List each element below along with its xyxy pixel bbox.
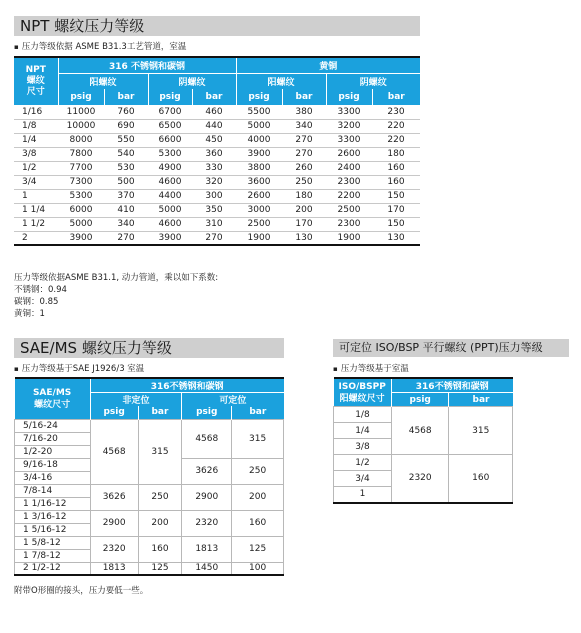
npt-value-cell: 130 [372,231,420,245]
sae-value-cell: 1813 [90,562,138,575]
unit-bar: bar [282,89,326,105]
npt-value-cell: 8000 [58,133,104,147]
npt-value-cell: 220 [372,133,420,147]
sae-size-cell: 1 1/16-12 [15,497,91,510]
npt-value-cell: 6500 [148,119,192,133]
npt-value-cell: 3600 [236,175,282,189]
npt-value-cell: 540 [104,147,148,161]
npt-value-cell: 1900 [236,231,282,245]
npt-table-row [14,147,420,161]
npt-value-cell: 330 [192,161,236,175]
sae-table [14,377,284,576]
npt-value-cell: 10000 [58,119,104,133]
iso-value-cell: 160 [449,455,513,503]
npt-table-row [14,217,420,231]
sae-value-cell: 160 [232,510,284,536]
sae-value-cell: 2320 [90,536,138,562]
sae-value-cell: 1813 [182,536,232,562]
npt-value-cell: 3900 [236,147,282,161]
npt-value-cell: 5300 [58,189,104,203]
unit-psig: psig [58,89,104,105]
npt-subtitle: ▪ 压力等级依据 ASME B31.3工艺管道，室温 [14,40,186,52]
npt-value-cell: 150 [372,217,420,231]
npt-value-cell: 160 [372,161,420,175]
npt-note-line: 不锈钢：0.94 [14,285,67,295]
npt-table-row [14,133,420,147]
sae-value-cell: 1450 [182,562,232,575]
npt-value-cell: 500 [104,175,148,189]
npt-table-row [14,105,420,119]
npt-value-cell: 2600 [326,147,372,161]
npt-size-cell: 1 1/2 [14,217,58,231]
sae-size-cell: 7/16-20 [15,432,91,445]
npt-value-cell: 340 [282,119,326,133]
npt-value-cell: 230 [372,105,420,119]
npt-value-cell: 3000 [236,203,282,217]
unit-psig: psig [236,89,282,105]
npt-note-line: 黄铜：1 [14,309,45,319]
npt-value-cell: 350 [192,203,236,217]
npt-value-cell: 2300 [326,217,372,231]
iso-size-cell: 1/8 [334,407,392,423]
iso-value-cell: 2320 [391,455,449,503]
sae-subtitle: ▪ 压力等级基于SAE J1926/3 室温 [14,362,144,374]
npt-size-cell: 2 [14,231,58,245]
npt-value-cell: 3300 [326,105,372,119]
npt-value-cell: 310 [192,217,236,231]
unit-psig: psig [90,406,138,419]
npt-size-cell: 1/8 [14,119,58,133]
sae-size-cell: 1 3/16-12 [15,510,91,523]
npt-steel-male: 阳螺纹 [58,73,148,89]
npt-value-cell: 4600 [148,175,192,189]
iso-value-cell: 4568 [391,407,449,455]
npt-group-steel: 316 不锈钢和碳钢 [58,57,236,73]
npt-value-cell: 300 [192,189,236,203]
npt-value-cell: 2500 [236,217,282,231]
sae-value-cell: 2900 [182,484,232,510]
npt-value-cell: 410 [104,203,148,217]
unit-bar: bar [449,393,513,407]
npt-value-cell: 1900 [326,231,372,245]
npt-value-cell: 260 [282,161,326,175]
sae-note: 附带O形圈的接头，压力要低一些。 [14,586,149,596]
npt-value-cell: 7700 [58,161,104,175]
sae-size-cell: 1/2-20 [15,445,91,458]
npt-size-cell: 1/2 [14,161,58,175]
npt-table-row [14,203,420,217]
npt-size-cell: 1/4 [14,133,58,147]
sae-value-cell: 315 [138,419,182,484]
npt-brass-male: 阳螺纹 [236,73,326,89]
unit-psig: psig [182,406,232,419]
npt-value-cell: 460 [192,105,236,119]
npt-steel-female: 阴螺纹 [148,73,236,89]
npt-value-cell: 380 [282,105,326,119]
sae-value-cell: 4568 [182,419,232,458]
sae-value-cell: 4568 [90,419,138,484]
npt-value-cell: 2500 [326,203,372,217]
sae-value-cell: 125 [232,536,284,562]
sae-section-title: SAE/MS 螺纹压力等级 [14,338,284,358]
sae-value-cell: 125 [138,562,182,575]
npt-value-cell: 530 [104,161,148,175]
iso-size-header: ISO/BSPP 阳螺纹尺寸 [334,378,392,407]
iso-size-cell: 1 [334,487,392,503]
iso-size-cell: 3/8 [334,439,392,455]
npt-value-cell: 5000 [58,217,104,231]
npt-value-cell: 4600 [148,217,192,231]
sae-size-cell: 9/16-18 [15,458,91,471]
npt-value-cell: 150 [372,189,420,203]
npt-value-cell: 160 [372,175,420,189]
unit-bar: bar [232,406,284,419]
sae-size-cell: 3/4-16 [15,471,91,484]
iso-size-cell: 1/4 [334,423,392,439]
npt-value-cell: 2600 [236,189,282,203]
npt-value-cell: 320 [192,175,236,189]
npt-section-title: NPT 螺纹压力等级 [14,16,420,36]
sae-size-cell: 1 5/16-12 [15,523,91,536]
npt-value-cell: 2400 [326,161,372,175]
unit-psig: psig [326,89,372,105]
npt-value-cell: 450 [192,133,236,147]
npt-value-cell: 3300 [326,133,372,147]
npt-value-cell: 4400 [148,189,192,203]
unit-bar: bar [372,89,420,105]
sae-value-cell: 250 [138,484,182,510]
sae-value-cell: 3626 [182,458,232,484]
npt-value-cell: 440 [192,119,236,133]
npt-value-cell: 5300 [148,147,192,161]
sae-value-cell: 200 [232,484,284,510]
npt-value-cell: 7800 [58,147,104,161]
iso-section-title: 可定位 ISO/BSP 平行螺纹 (PPT)压力等级 [333,339,569,357]
npt-value-cell: 270 [192,231,236,245]
npt-size-cell: 3/4 [14,175,58,189]
sae-value-cell: 160 [138,536,182,562]
sae-size-cell: 2 1/2-12 [15,562,91,575]
npt-value-cell: 6600 [148,133,192,147]
npt-value-cell: 360 [192,147,236,161]
npt-size-cell: 3/8 [14,147,58,161]
npt-value-cell: 4900 [148,161,192,175]
sae-value-cell: 100 [232,562,284,575]
npt-size-cell: 1 1/4 [14,203,58,217]
npt-table-row [14,161,420,175]
npt-value-cell: 3200 [326,119,372,133]
npt-value-cell: 180 [372,147,420,161]
npt-value-cell: 690 [104,119,148,133]
sae-value-cell: 2320 [182,510,232,536]
npt-value-cell: 4000 [236,133,282,147]
unit-psig: psig [391,393,449,407]
iso-size-cell: 3/4 [334,471,392,487]
npt-size-header: NPT 螺纹 尺寸 [14,57,58,105]
npt-value-cell: 5000 [148,203,192,217]
npt-value-cell: 6700 [148,105,192,119]
npt-brass-female: 阴螺纹 [326,73,420,89]
unit-bar: bar [192,89,236,105]
npt-value-cell: 130 [282,231,326,245]
unit-bar: bar [138,406,182,419]
npt-value-cell: 250 [282,175,326,189]
npt-value-cell: 11000 [58,105,104,119]
iso-subtitle: ▪ 压力等级基于室温 [333,362,409,374]
npt-size-cell: 1 [14,189,58,203]
npt-value-cell: 5000 [236,119,282,133]
sae-size-header: SAE/MS 螺纹尺寸 [15,378,91,419]
sae-positionable-header: 可定位 [182,393,284,407]
npt-value-cell: 550 [104,133,148,147]
npt-value-cell: 180 [282,189,326,203]
npt-value-cell: 340 [104,217,148,231]
npt-table [14,56,420,246]
npt-value-cell: 3900 [148,231,192,245]
npt-value-cell: 270 [282,147,326,161]
npt-notes [14,272,218,320]
sae-size-cell: 1 5/8-12 [15,536,91,549]
npt-value-cell: 170 [282,217,326,231]
unit-bar: bar [104,89,148,105]
sae-value-cell: 2900 [90,510,138,536]
sae-nonpositionable-header: 非定位 [90,393,182,407]
sae-value-cell: 200 [138,510,182,536]
npt-value-cell: 220 [372,119,420,133]
npt-value-cell: 2300 [326,175,372,189]
npt-value-cell: 2200 [326,189,372,203]
iso-table [333,377,513,504]
unit-psig: psig [148,89,192,105]
npt-value-cell: 5500 [236,105,282,119]
npt-size-cell: 1/16 [14,105,58,119]
sae-size-cell: 1 7/8-12 [15,549,91,562]
npt-value-cell: 270 [104,231,148,245]
npt-note-line: 碳钢：0.85 [14,297,59,307]
npt-group-brass: 黄铜 [236,57,420,73]
sae-size-cell: 7/8-14 [15,484,91,497]
npt-value-cell: 6000 [58,203,104,217]
npt-value-cell: 370 [104,189,148,203]
npt-value-cell: 760 [104,105,148,119]
iso-group-header: 316不锈钢和碳钢 [391,378,512,393]
sae-size-cell: 5/16-24 [15,419,91,432]
npt-table-row [14,189,420,203]
npt-table-row [14,231,420,245]
npt-value-cell: 200 [282,203,326,217]
sae-group-header: 316不锈钢和碳钢 [90,378,283,393]
npt-value-cell: 170 [372,203,420,217]
npt-value-cell: 270 [282,133,326,147]
npt-table-row [14,175,420,189]
iso-size-cell: 1/2 [334,455,392,471]
npt-value-cell: 3900 [58,231,104,245]
npt-value-cell: 7300 [58,175,104,189]
npt-note-line: 压力等级依据ASME B31.1, 动力管道，乘以如下系数: [14,273,219,283]
npt-table-row [14,119,420,133]
sae-value-cell: 250 [232,458,284,484]
sae-value-cell: 3626 [90,484,138,510]
iso-value-cell: 315 [449,407,513,455]
npt-value-cell: 3800 [236,161,282,175]
sae-value-cell: 315 [232,419,284,458]
